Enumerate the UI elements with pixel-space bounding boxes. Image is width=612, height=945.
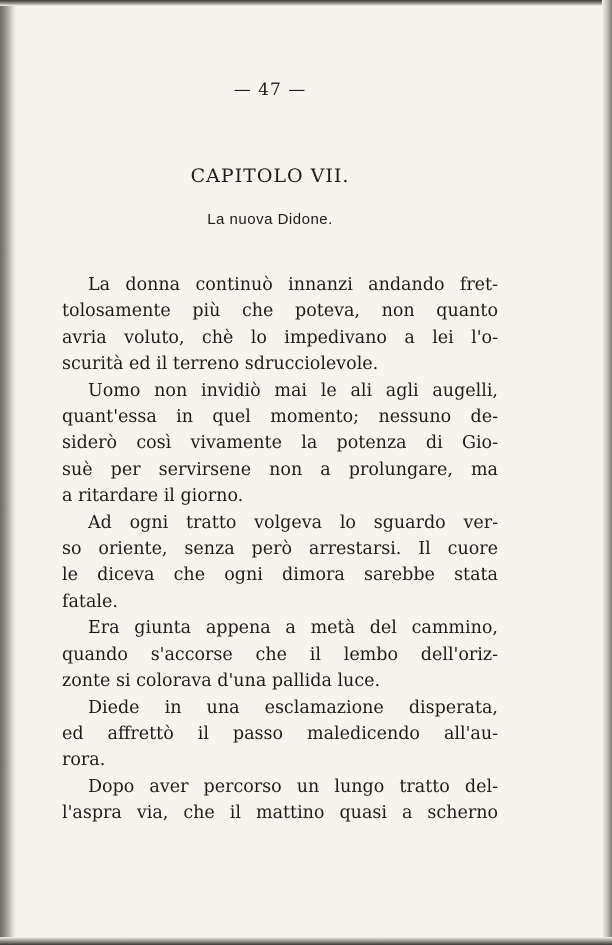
text-line: le diceva che ogni dimora sarebbe stata — [62, 565, 498, 586]
text-line: zonte si colorava d'una pallida luce. — [62, 671, 381, 692]
page-left-edge — [0, 0, 16, 945]
text-line: a ritardare il giorno. — [62, 486, 244, 507]
text-line: quando s'accorse che il lembo dell'oriz- — [62, 644, 498, 665]
text-line: quant'essa in quel momento; nessuno de- — [62, 407, 498, 428]
paragraph — [62, 615, 498, 694]
paragraph — [62, 510, 498, 616]
text-line: avria voluto, chè lo impedivano a lei l'o- — [62, 327, 498, 348]
text-line: rora. — [62, 750, 106, 771]
text-line: so oriente, senza però arrestarsi. Il cuore — [62, 539, 498, 560]
paragraph — [62, 695, 498, 774]
page-number: — 47 — — [233, 80, 307, 100]
chapter-subtitle: La nuova Didone. — [207, 211, 333, 228]
page-top-edge — [0, 0, 612, 6]
text-line: La donna continuò innanzi andando fret- — [88, 275, 498, 295]
text-line: suè per servirsene non a prolungare, ma — [62, 459, 498, 480]
text-line: l'aspra via, che il mattino quasi a scherno — [62, 803, 498, 824]
paragraph — [62, 378, 498, 510]
text-line: Uomo non invidiò mai le ali agli augelli, — [88, 380, 498, 401]
page-bottom-edge — [0, 937, 612, 945]
text-line: Era giunta appena a metà del cammino, — [88, 618, 498, 639]
text-line: fatale. — [62, 591, 118, 612]
text-line: Dopo aver percorso un lungo tratto del- — [88, 776, 498, 797]
body-text — [62, 272, 498, 827]
chapter-title: CAPITOLO VII. — [190, 165, 350, 187]
paragraph — [62, 272, 498, 378]
text-line: ed affrettò il passo maledicendo all'au- — [62, 723, 498, 744]
text-line: scurità ed il terreno sdrucciolevole. — [62, 354, 379, 375]
text-line: Diede in una esclamazione disperata, — [88, 697, 498, 718]
text-line: Ad ogni tratto volgeva lo sguardo ver- — [88, 512, 498, 533]
page-right-edge — [602, 0, 612, 945]
text-line: tolosamente più che poteva, non quanto — [62, 301, 498, 322]
paragraph — [62, 774, 498, 827]
text-line: siderò così vivamente la potenza di Gio- — [62, 433, 498, 454]
